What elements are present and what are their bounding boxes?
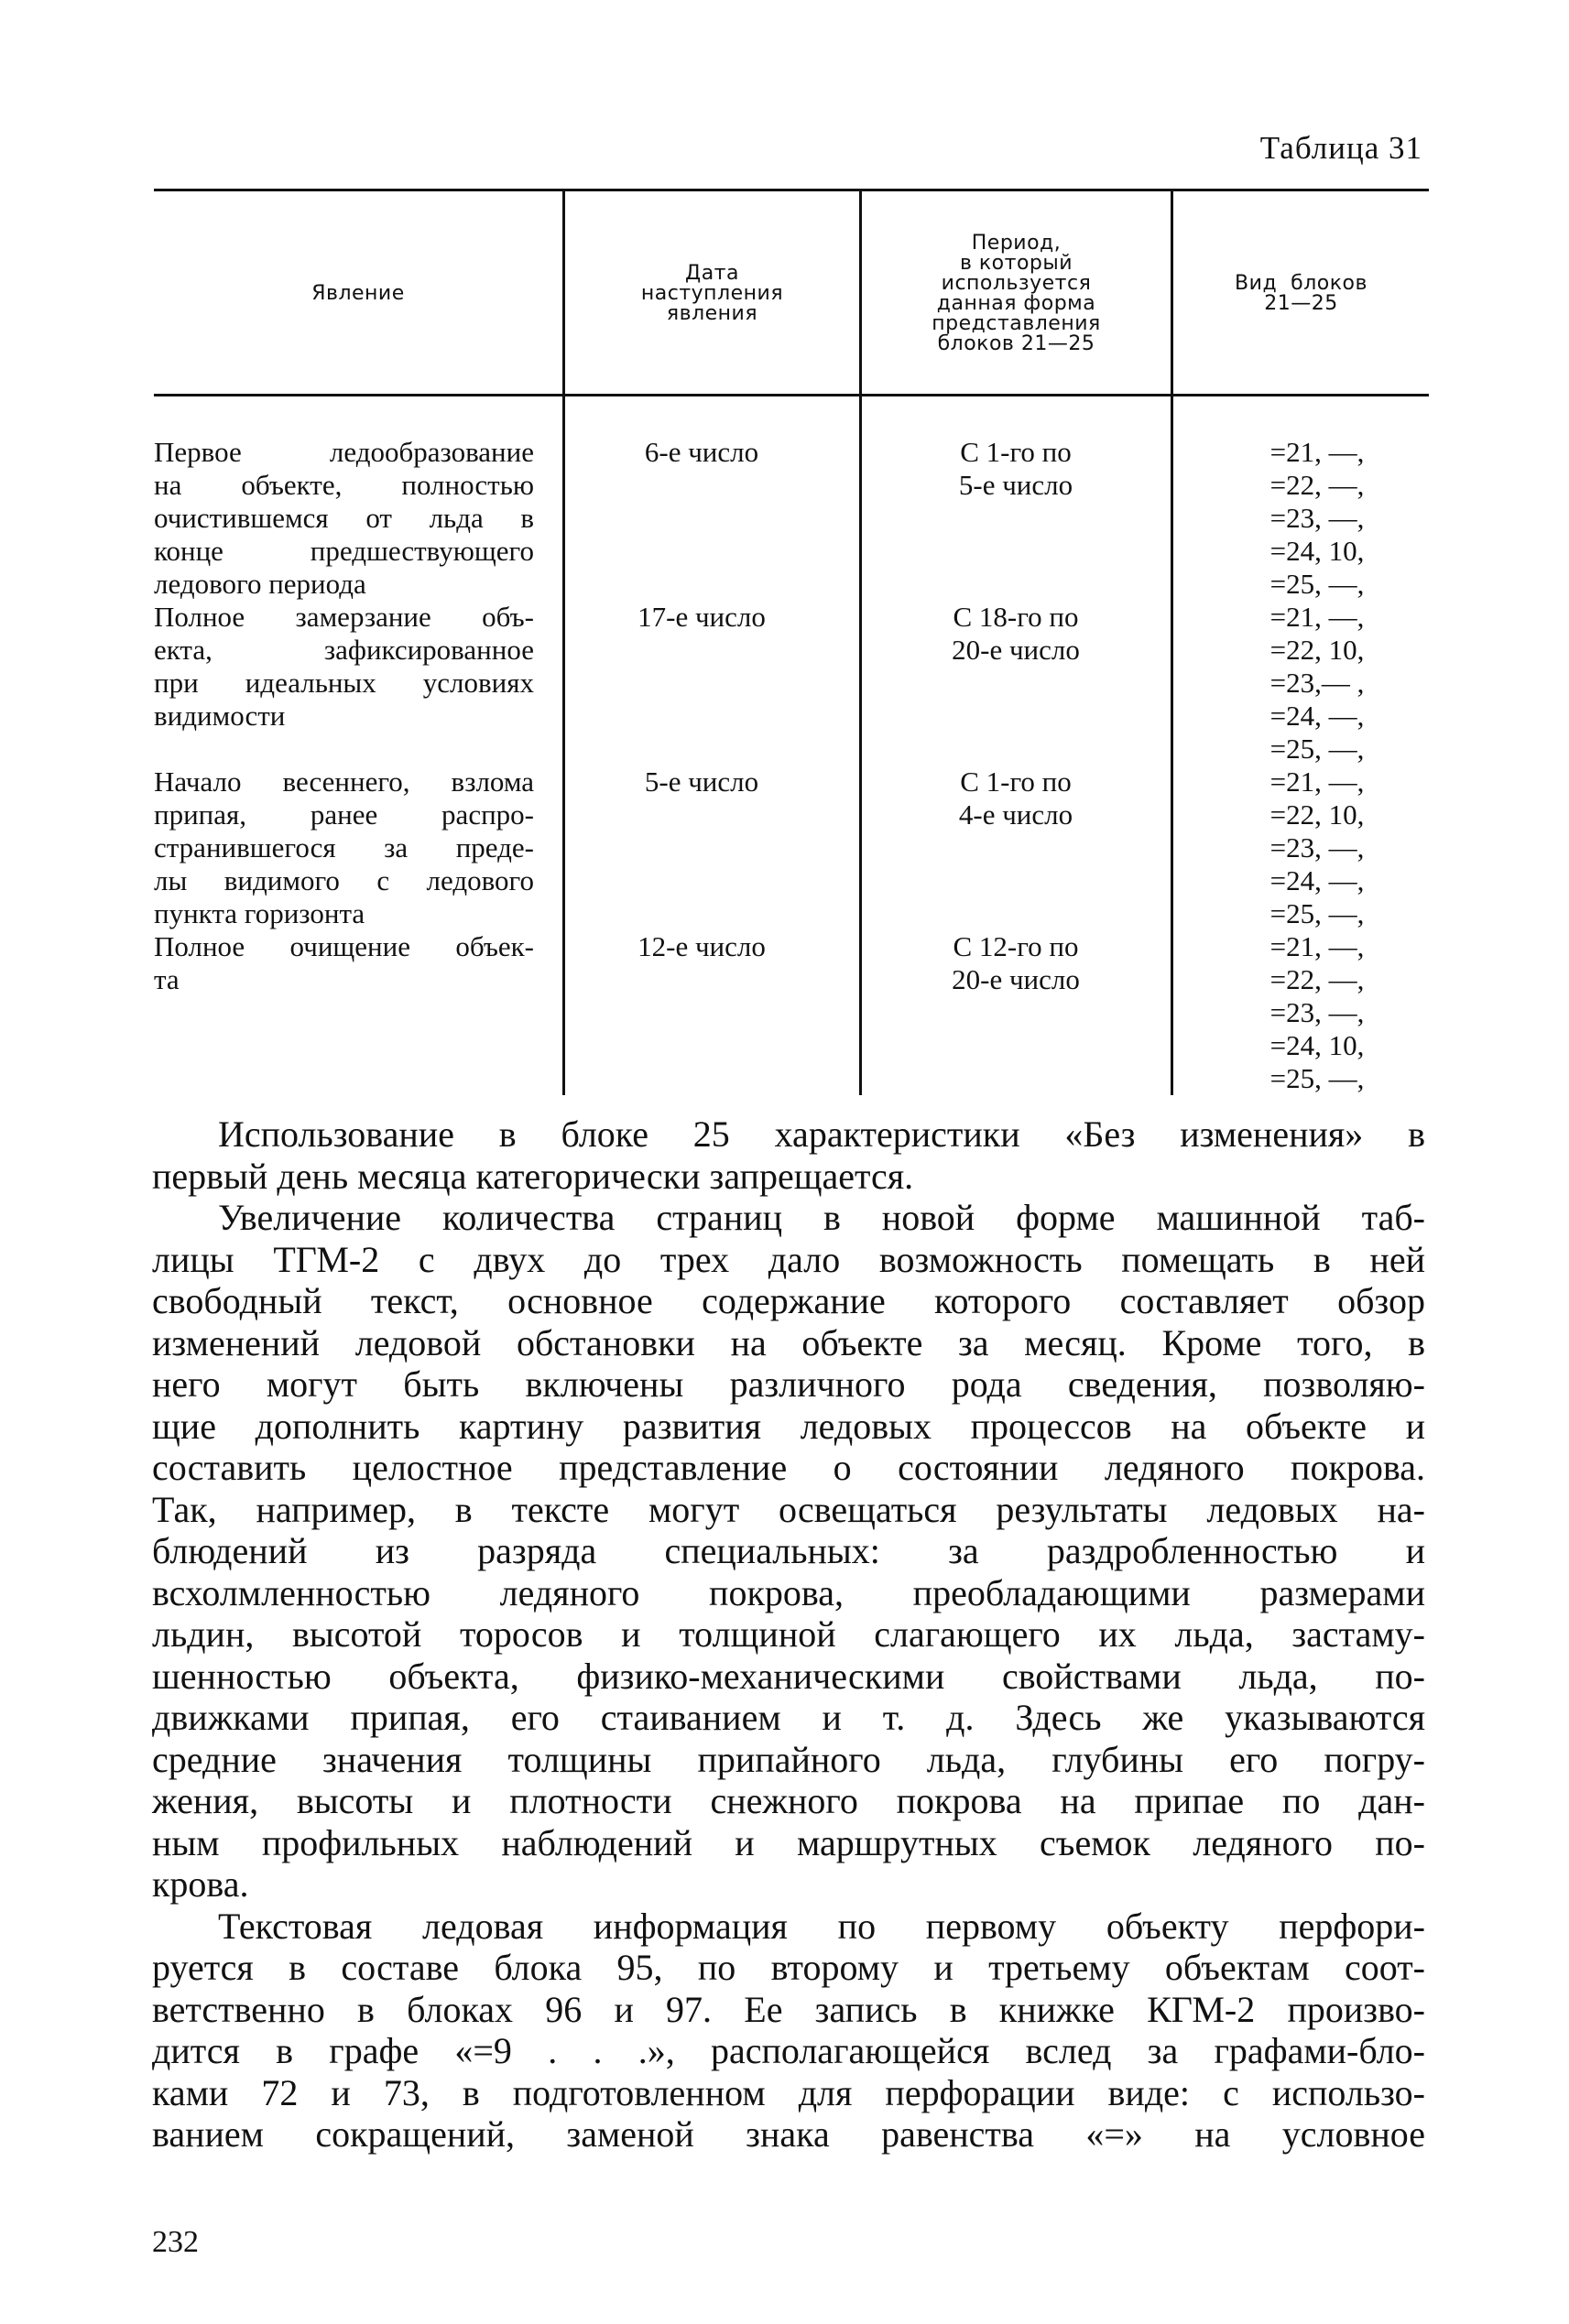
text-line: Так, например, в тексте могут освещаться результаты ледовых на- (152, 1488, 1425, 1530)
block-value: =23, —, (1269, 996, 1365, 1028)
text-line: блюдений из разряда специальных: за раздробленностью и (152, 1530, 1425, 1571)
cell-phenomenon (154, 601, 534, 733)
text-line: ветственно в блоках 96 и 97. Ее запись в книжке КГМ-2 произво- (152, 1988, 1425, 2030)
text-line: Текстовая ледовая информация по первому объекту перфори- (218, 1905, 1425, 1947)
text-line: него могут быть включены различного рода сведения, позволяю- (152, 1363, 1425, 1405)
text-line: та (154, 963, 180, 995)
text-line: составить целостное представление о состоянии ледяного покрова. (152, 1447, 1425, 1488)
text-line: С 18-го по (953, 601, 1079, 633)
cell-blocks (1205, 930, 1429, 1095)
block-value: =24, —, (1269, 864, 1365, 896)
header-phenomenon (154, 198, 562, 390)
block-value: =25, —, (1269, 733, 1365, 765)
header-line: данная форма (936, 292, 1096, 315)
cell-phenomenon (154, 930, 534, 996)
block-value: =22, —, (1269, 469, 1365, 501)
block-value: =21, —, (1269, 766, 1365, 798)
text-line: припая, ранее распро- (154, 798, 534, 831)
table-top-rule (154, 189, 1429, 191)
header-line: Явление (311, 282, 405, 305)
text-line: лы видимого с ледового (154, 864, 534, 896)
paragraph (152, 1906, 1425, 2156)
text-line: Первое ледообразование (154, 436, 534, 468)
text-line: странившегося за преде- (154, 831, 534, 863)
text-line: на объекте, полностью (154, 469, 534, 501)
body-text (152, 1113, 1425, 2156)
block-value: =24, —, (1269, 700, 1365, 732)
block-value: =23, —, (1269, 831, 1365, 863)
header-line: Период, (971, 232, 1062, 255)
text-line: пункта горизонта (154, 897, 365, 929)
block-value: =23,— , (1269, 667, 1365, 699)
text-line: изменений ледовой обстановки на объекте за месяц. Кроме того, в (152, 1321, 1425, 1363)
text-line: очистившемся от льда в (154, 502, 534, 534)
text-line: дится в графе «=9 . . .», располагающейся вслед за графами-бло- (152, 2030, 1425, 2071)
header-line: блоков 21—25 (937, 332, 1095, 355)
header-line: Дата (685, 262, 739, 285)
text-line: ванием сокращений, заменой знака равенства «=» на условное (152, 2113, 1425, 2155)
text-line: С 1-го по (960, 436, 1072, 468)
block-value: =22, 10, (1269, 634, 1365, 666)
block-value: =24, 10, (1269, 1029, 1365, 1061)
data-table (154, 189, 1429, 1097)
page-number: 232 (152, 2225, 199, 2259)
cell-period (874, 766, 1158, 831)
header-line: представления (932, 312, 1101, 335)
block-value: =24, 10, (1269, 535, 1365, 567)
text-line: ками 72 и 73, в подготовленном для перфорации виде: с использо- (152, 2071, 1425, 2113)
text-line: первый день месяца категорически запрещается. (152, 1155, 914, 1197)
text-line: льдин, высотой торосов и толщиной слагающего их льда, застаму- (152, 1613, 1425, 1655)
text-line: Полное замерзание объ- (154, 601, 534, 633)
cell-period (874, 930, 1158, 996)
text-line: при идеальных условиях (154, 667, 534, 699)
header-line: явления (666, 302, 758, 325)
cell-period (874, 436, 1158, 502)
paragraph (152, 1113, 1425, 1197)
text-line: Использование в блоке 25 характеристики «Без изменения» в (218, 1113, 1425, 1155)
text-line: щие дополнить картину развития ледовых процессов на объекте и (152, 1405, 1425, 1447)
text-line: всхолмленностью ледяного покрова, преобладающими размерами (152, 1571, 1425, 1613)
block-value: =25, —, (1269, 897, 1365, 929)
header-line: используется (941, 272, 1092, 295)
text-line: движками припая, его стаиванием и т. д. Здесь же указываются (152, 1697, 1425, 1738)
block-value: =21, —, (1269, 930, 1365, 962)
block-value: =22, 10, (1269, 798, 1365, 831)
text-line: 20-е число (952, 963, 1080, 995)
cell-date: 12-е число (637, 930, 766, 962)
cell-blocks (1205, 766, 1429, 930)
block-value: =25, —, (1269, 568, 1365, 600)
text-line: С 1-го по (960, 766, 1072, 798)
header-line: 21—25 (1264, 292, 1338, 315)
header-period (862, 198, 1171, 390)
block-value: =21, —, (1269, 601, 1365, 633)
text-line: 4-е число (958, 798, 1073, 831)
cell-date: 6-е число (644, 436, 759, 468)
cell-date: 17-е число (637, 601, 766, 633)
header-date (565, 198, 859, 390)
text-line: конце предшествующего (154, 535, 534, 567)
header-blocks (1173, 198, 1429, 390)
paragraph (152, 1197, 1425, 1906)
cell-phenomenon (154, 436, 534, 601)
cell-date: 5-е число (644, 766, 759, 798)
text-line: средние значения толщины припайного льда, глубины его погру- (152, 1738, 1425, 1780)
text-line: шенностью объекта, физико-механическими свойствами льда, по- (152, 1655, 1425, 1697)
block-value: =25, —, (1269, 1062, 1365, 1094)
text-line: 5-е число (958, 469, 1073, 501)
text-line: Начало весеннего, взлома (154, 766, 534, 798)
text-line: жения, высоты и плотности снежного покрова на припае по дан- (152, 1780, 1425, 1821)
header-line: наступления (640, 282, 784, 305)
text-line: Увеличение количества страниц в новой форме машинной таб- (218, 1197, 1425, 1238)
header-line: в который (959, 252, 1073, 275)
text-line: екта, зафиксированное (154, 634, 534, 666)
text-line: свободный текст, основное содержание которого составляет обзор (152, 1280, 1425, 1321)
table-header-rule (154, 394, 1429, 396)
block-value: =21, —, (1269, 436, 1365, 468)
text-line: Полное очищение объек- (154, 930, 534, 962)
cell-period (874, 601, 1158, 667)
cell-blocks (1205, 601, 1429, 766)
block-value: =23, —, (1269, 502, 1365, 534)
cell-phenomenon (154, 766, 534, 930)
text-line: лицы ТГМ-2 с двух до трех дало возможность помещать в ней (152, 1238, 1425, 1280)
text-line: ледового периода (154, 568, 366, 600)
text-line: крова. (152, 1863, 249, 1905)
table-caption: Таблица 31 (1259, 130, 1422, 166)
block-value: =22, —, (1269, 963, 1365, 995)
text-line: руется в составе блока 95, по второму и третьему объектам соот- (152, 1947, 1425, 1988)
text-line: ным профильных наблюдений и маршрутных съемок ледяного по- (152, 1821, 1425, 1863)
text-line: видимости (154, 700, 286, 732)
cell-blocks (1205, 436, 1429, 601)
text-line: С 12-го по (953, 930, 1079, 962)
header-line: Вид блоков (1235, 272, 1367, 295)
text-line: 20-е число (952, 634, 1080, 666)
